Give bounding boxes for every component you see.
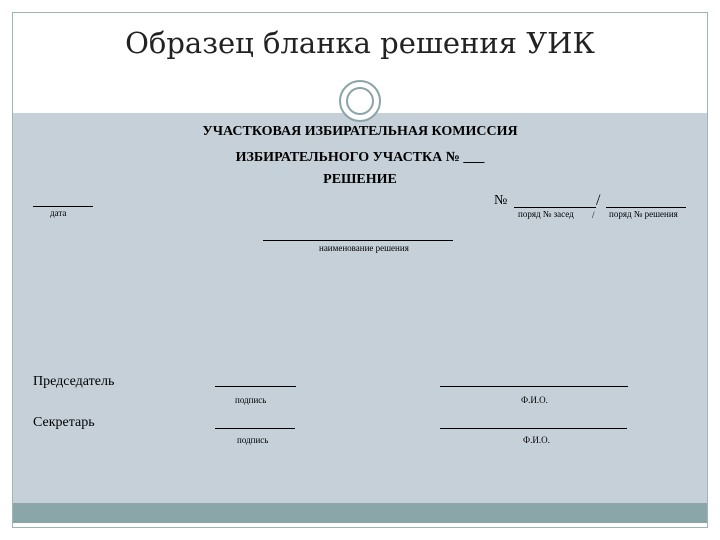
- number-slash: /: [596, 192, 601, 209]
- decision-number-caption: поряд № решения: [609, 209, 678, 219]
- secretary-label: Секретарь: [33, 415, 95, 430]
- date-caption: дата: [50, 208, 67, 218]
- form-header-decision: РЕШЕНИЕ: [323, 172, 397, 187]
- secretary-signature-caption: подпись: [237, 435, 269, 445]
- chairman-label: Председатель: [33, 374, 115, 389]
- form-header-precinct: ИЗБИРАТЕЛЬНОГО УЧАСТКА № ___: [235, 150, 485, 165]
- secretary-name-line: [440, 428, 627, 429]
- meeting-number-line: [514, 207, 596, 208]
- date-field-line: [33, 206, 93, 207]
- secretary-name-caption: Ф.И.О.: [523, 435, 550, 445]
- slide-title: Образец бланка решения УИК: [125, 26, 595, 60]
- form-header-commission: УЧАСТКОВАЯ ИЗБИРАТЕЛЬНАЯ КОМИССИЯ: [202, 124, 518, 139]
- chairman-name-caption: Ф.И.О.: [521, 395, 548, 405]
- decision-name-line: [263, 240, 453, 241]
- secretary-signature-line: [215, 428, 295, 429]
- decision-name-caption: наименование решения: [319, 243, 409, 253]
- bottom-accent-bar: [13, 503, 707, 523]
- chairman-signature-caption: подпись: [235, 395, 267, 405]
- ring-ornament-icon: [339, 80, 381, 122]
- number-sign: №: [494, 193, 508, 208]
- chairman-signature-line: [215, 386, 296, 387]
- slash-caption: /: [592, 210, 595, 220]
- meeting-number-caption: поряд № засед: [518, 209, 574, 219]
- chairman-name-line: [440, 386, 628, 387]
- decision-number-line: [606, 207, 686, 208]
